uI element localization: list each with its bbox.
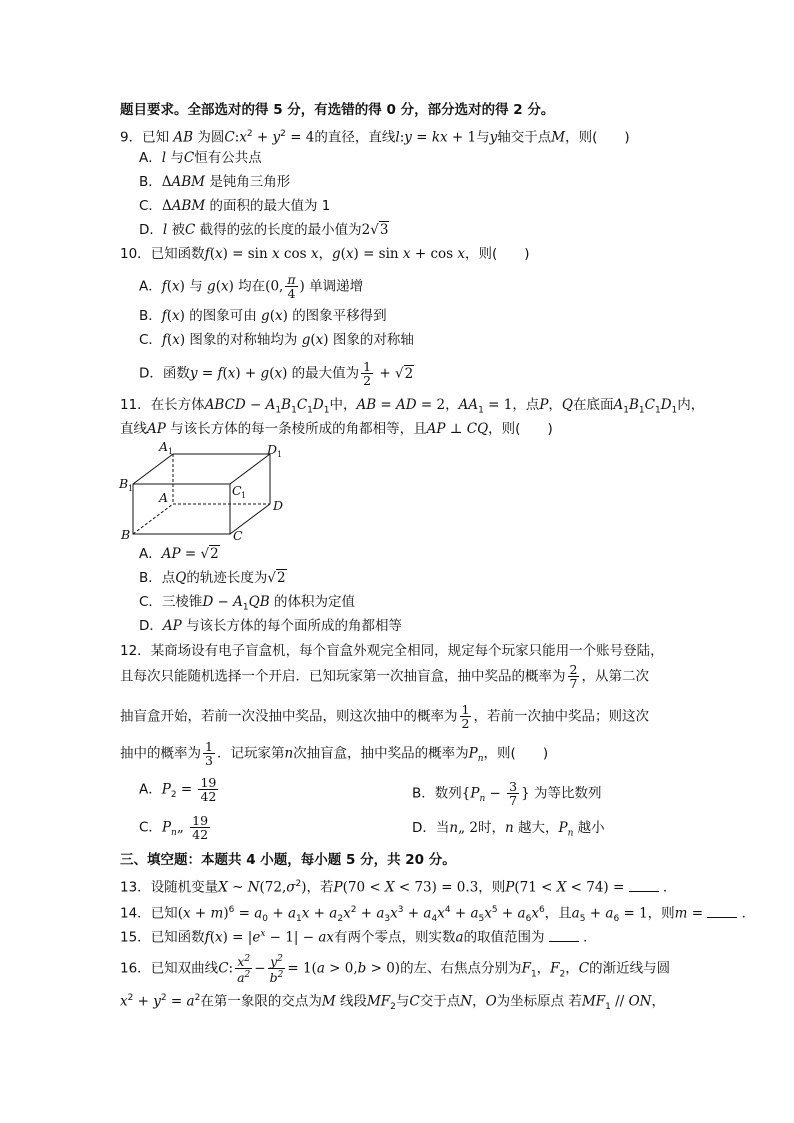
answer-blank: [707, 907, 737, 918]
section-3-heading: 三、填空题：本题共 4 小题，每小题 5 分，共 20 分。: [120, 852, 456, 868]
option-12A: A．$P_2$ = $\frac{19}{42}$: [139, 775, 217, 804]
option-12D: D．当n„ 2时，n 越大，$P_n$ 越小: [412, 820, 605, 839]
question-10: 10．已知函数f(x) = sin x cos x，g(x) = sin x + cos x，则( ): [120, 246, 530, 262]
question-12: 12．某商场设有电子盲盒机，每个盲盒外观完全相同，规定每个玩家只能用一个账号登陆，: [120, 643, 664, 659]
section-intro: 题目要求。全部选对的得 5 分，有选错的得 0 分，部分选对的得 2 分。: [120, 102, 555, 118]
question-13: 13．设随机变量X ~ $N(72,\sigma^2)$，若P(70 < X < 73) = 0.3，则P(71 < X < 74) = ．: [120, 879, 677, 896]
question-15: 15．已知函数$f(x) = |e^x - 1|$ − ax有两个零点，则实数a的取值范围为 ．: [120, 929, 597, 946]
svg-text:1: 1: [128, 484, 134, 493]
option-10D: D．函数y = f(x) + g(x) 的最大值为 $\frac{1}{2}$ + √2: [139, 359, 414, 388]
answer-blank: [549, 931, 579, 942]
svg-text:1: 1: [168, 447, 174, 456]
question-12-line2: 且每次只能随机选择一个开启．已知玩家第一次抽盲盒，抽中奖品的概率为 $\frac{2}{7}$ ，从第二次: [120, 662, 649, 691]
question-11: 11．在长方体ABCD − $A_1B_1C_1D_1$中，AB = AD = 2，$AA_1 = 1$，点P，Q在底面$A_1B_1C_1D_1$内，: [120, 397, 705, 416]
option-11C: C．三棱锥$D - A_1QB$ 的体积为定值: [139, 594, 355, 613]
option-10C: C．f(x) 图象的对称轴均为 g(x) 图象的对称轴: [139, 332, 414, 348]
label-A1: A: [159, 439, 169, 454]
option-12C: C．$P_n„$ $\frac{19}{42}$: [139, 813, 209, 842]
option-11B: B．点Q的轨迹长度为√2: [139, 570, 286, 586]
question-16: 16．已知双曲线C: $\frac{x^2}{a^2}$ − $\frac{y^2}{b^2}$ = 1(a > 0,b > 0)的左、右焦点分别为$F_1$，$F_2$，C的渐近线与圆: [120, 954, 671, 986]
label-D: D: [273, 498, 284, 513]
label-B1: B: [119, 476, 129, 491]
option-11D: D．AP 与该长方体的每个面所成的角都相等: [139, 618, 403, 634]
option-9B: B．ΔABM 是钝角三角形: [139, 174, 291, 190]
option-9C: C．ΔABM 的面积的最大值为 1: [139, 198, 331, 214]
svg-text:1: 1: [241, 491, 247, 500]
question-16-line2: $x^2 + y^2 = a^2$在第一象限的交点为M 线段$MF_2$与C交于点N，O为坐标原点 若$MF_1$ // ON，: [120, 993, 665, 1013]
question-12-line3: 抽盲盒开始，若前一次没抽中奖品，则这次抽中的概率为 $\frac{1}{2}$ ，若前一次抽中奖品；则这次: [120, 702, 649, 731]
option-9A: A．l 与C恒有公共点: [139, 150, 262, 166]
option-10A: A．f(x) 与 g(x) 均在(0, $\frac{\pi}{4}$ ) 单调递增: [139, 272, 364, 301]
option-12B: B．数列{$P_n$ − $\frac{3}{7}$ } 为等比数列: [412, 779, 602, 808]
label-A: A: [159, 490, 169, 505]
question-14: 14．已知$(x + m)^6 = a_0 + a_1x + a_2x^2 + a_3x^3 + a_4x^4 + a_5x^5 + a_6x^6$，且$a_5 + a_6 = 1$，则m = ．: [120, 905, 756, 925]
option-10B: B．f(x) 的图象可由 g(x) 的图象平移得到: [139, 308, 387, 324]
question-11-line2: 直线AP 与该长方体的每一条棱所成的角都相等，且AP ⊥ CQ，则( ): [120, 421, 553, 437]
svg-text:1: 1: [277, 450, 283, 459]
question-9: 9．已知 AB 为圆$C:x^2 + y^2 = 4$的直径，直线l:y = kx + 1与y轴交于点M，则( ): [120, 129, 630, 146]
label-B: B: [121, 527, 131, 542]
option-9D: D．l 被C 截得的弦的长度的最小值为2√3: [139, 222, 389, 238]
option-11A: A．AP = √2: [139, 546, 219, 562]
label-D1: D: [267, 442, 278, 457]
label-C: C: [233, 528, 243, 543]
answer-blank: [629, 881, 659, 892]
cuboid-figure: [115, 438, 295, 546]
question-12-line4: 抽中的概率为 $\frac{1}{3}$ ．记玩家第n次抽盲盒，抽中奖品的概率为$P_n$，则( ): [120, 739, 549, 768]
label-C1: C: [232, 483, 242, 498]
